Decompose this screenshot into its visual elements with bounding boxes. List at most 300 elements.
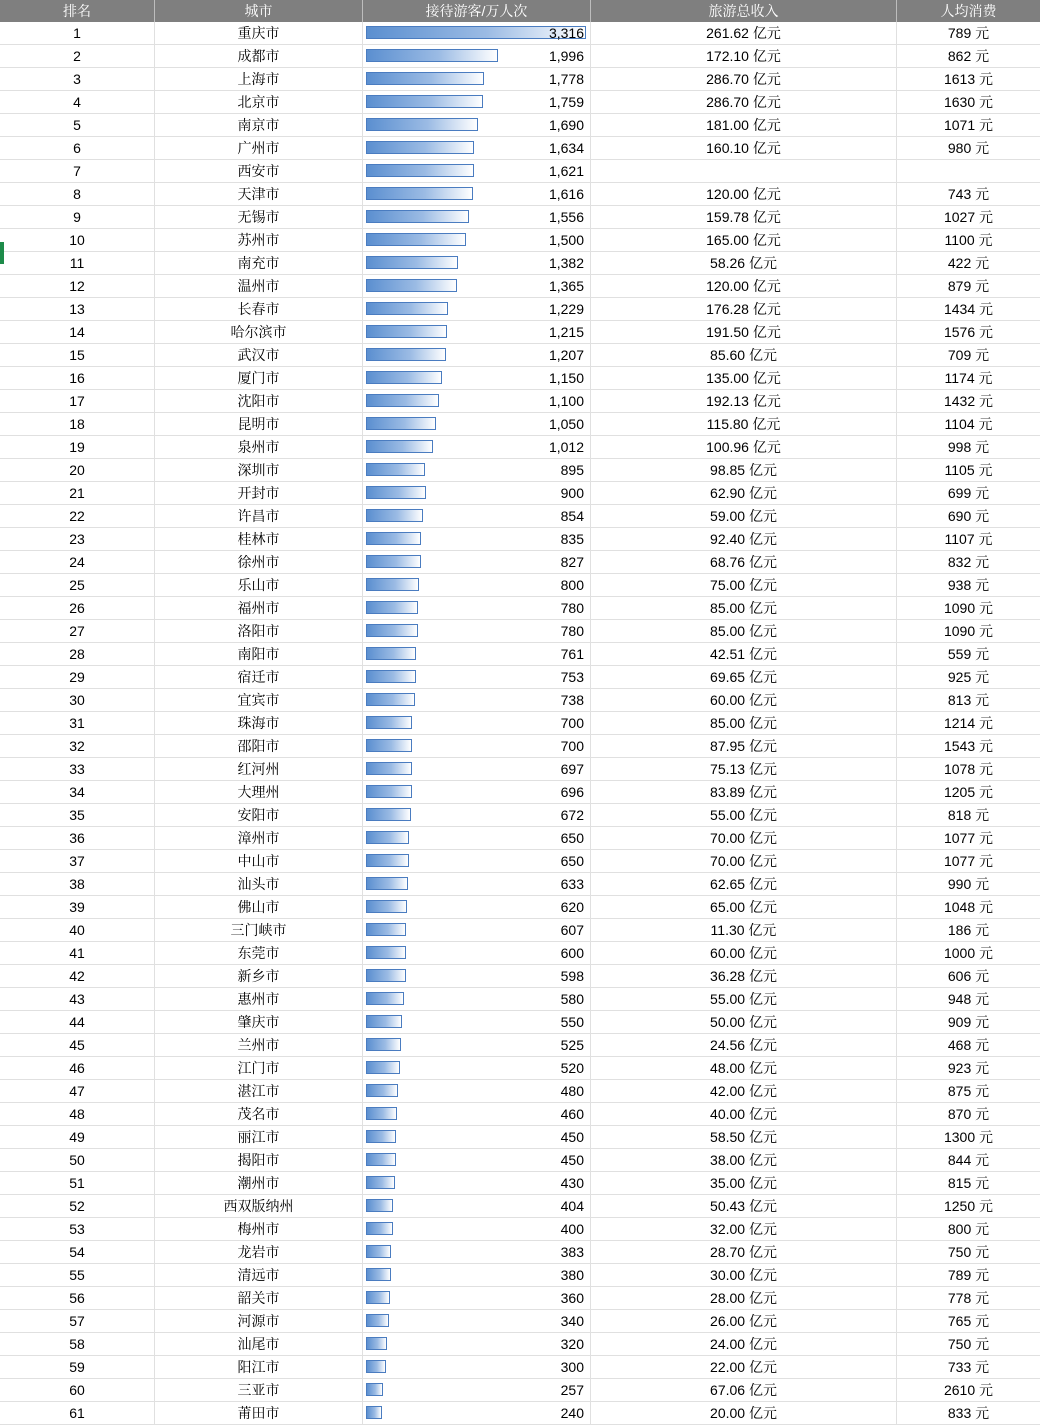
city-cell[interactable]: 哈尔滨市 [155, 321, 363, 343]
rank-cell[interactable]: 37 [0, 850, 155, 872]
city-cell[interactable]: 武汉市 [155, 344, 363, 366]
header-income[interactable]: 旅游总收入 [591, 0, 897, 22]
city-cell[interactable]: 苏州市 [155, 229, 363, 251]
table-row[interactable] [0, 574, 1040, 597]
rank-cell[interactable]: 54 [0, 1241, 155, 1263]
avg-spend-cell[interactable]: 909 元 [947, 1014, 990, 1030]
income-cell[interactable]: 60.00 亿元 [591, 689, 897, 711]
rank-cell[interactable]: 1 [0, 22, 155, 44]
income-cell[interactable]: 83.89 亿元 [591, 781, 897, 803]
visitors-cell[interactable] [363, 1057, 591, 1079]
avg-spend-cell[interactable]: 1000 元 [943, 945, 994, 961]
income-cell[interactable]: 22.00 亿元 [591, 1356, 897, 1378]
rank-cell[interactable]: 8 [0, 183, 155, 205]
table-row[interactable] [0, 22, 1040, 45]
rank-cell[interactable]: 3 [0, 68, 155, 90]
city-cell[interactable]: 厦门市 [155, 367, 363, 389]
table-row[interactable] [0, 1195, 1040, 1218]
city-cell[interactable]: 广州市 [155, 137, 363, 159]
income-cell[interactable]: 38.00 亿元 [591, 1149, 897, 1171]
city-cell[interactable]: 洛阳市 [155, 620, 363, 642]
income-cell[interactable]: 68.76 亿元 [591, 551, 897, 573]
visitors-cell[interactable] [363, 1172, 591, 1194]
city-cell[interactable]: 无锡市 [155, 206, 363, 228]
city-cell[interactable]: 韶关市 [155, 1287, 363, 1309]
city-cell[interactable]: 红河州 [155, 758, 363, 780]
rank-cell[interactable]: 12 [0, 275, 155, 297]
rank-cell[interactable]: 40 [0, 919, 155, 941]
table-row[interactable] [0, 1126, 1040, 1149]
visitors-cell[interactable] [363, 45, 591, 67]
rank-cell[interactable]: 56 [0, 1287, 155, 1309]
avg-spend-cell[interactable]: 998 元 [947, 439, 990, 455]
visitors-cell[interactable] [363, 896, 591, 918]
income-cell[interactable]: 67.06 亿元 [591, 1379, 897, 1401]
rank-cell[interactable]: 23 [0, 528, 155, 550]
income-cell[interactable]: 35.00 亿元 [591, 1172, 897, 1194]
income-cell[interactable]: 24.00 亿元 [591, 1333, 897, 1355]
income-cell[interactable]: 28.70 亿元 [591, 1241, 897, 1263]
table-row[interactable] [0, 1080, 1040, 1103]
income-cell[interactable]: 42.00 亿元 [591, 1080, 897, 1102]
city-cell[interactable]: 长春市 [155, 298, 363, 320]
income-cell[interactable]: 85.00 亿元 [591, 712, 897, 734]
city-cell[interactable]: 三亚市 [155, 1379, 363, 1401]
table-row[interactable] [0, 459, 1040, 482]
rank-cell[interactable]: 53 [0, 1218, 155, 1240]
visitors-cell[interactable] [363, 459, 591, 481]
visitors-cell[interactable] [363, 1080, 591, 1102]
income-cell[interactable]: 50.00 亿元 [591, 1011, 897, 1033]
header-city[interactable]: 城市 [155, 0, 363, 22]
city-cell[interactable]: 三门峡市 [155, 919, 363, 941]
avg-spend-cell[interactable]: 870 元 [947, 1106, 990, 1122]
visitors-cell[interactable] [363, 643, 591, 665]
income-cell[interactable]: 70.00 亿元 [591, 850, 897, 872]
table-row[interactable] [0, 689, 1040, 712]
table-row[interactable] [0, 896, 1040, 919]
visitors-cell[interactable] [363, 206, 591, 228]
table-row[interactable] [0, 1402, 1040, 1425]
table-row[interactable] [0, 344, 1040, 367]
income-cell[interactable]: 55.00 亿元 [591, 988, 897, 1010]
avg-spend-cell[interactable]: 186 元 [947, 922, 990, 938]
city-cell[interactable]: 潮州市 [155, 1172, 363, 1194]
visitors-cell[interactable] [363, 666, 591, 688]
city-cell[interactable]: 深圳市 [155, 459, 363, 481]
avg-spend-cell[interactable]: 990 元 [947, 876, 990, 892]
table-row[interactable] [0, 758, 1040, 781]
rank-cell[interactable]: 9 [0, 206, 155, 228]
rank-cell[interactable]: 55 [0, 1264, 155, 1286]
city-cell[interactable]: 大理州 [155, 781, 363, 803]
table-row[interactable] [0, 873, 1040, 896]
table-row[interactable] [0, 252, 1040, 275]
avg-spend-cell[interactable]: 789 元 [947, 25, 990, 41]
city-cell[interactable]: 邵阳市 [155, 735, 363, 757]
avg-spend-cell[interactable]: 2610 元 [943, 1382, 994, 1398]
rank-cell[interactable]: 4 [0, 91, 155, 113]
avg-spend-cell[interactable]: 778 元 [947, 1290, 990, 1306]
avg-spend-cell[interactable]: 1205 元 [943, 784, 994, 800]
rank-cell[interactable]: 2 [0, 45, 155, 67]
visitors-cell[interactable] [363, 781, 591, 803]
avg-spend-cell[interactable]: 815 元 [947, 1175, 990, 1191]
city-cell[interactable]: 肇庆市 [155, 1011, 363, 1033]
avg-spend-cell[interactable]: 699 元 [947, 485, 990, 501]
table-row[interactable] [0, 1034, 1040, 1057]
income-cell[interactable]: 92.40 亿元 [591, 528, 897, 550]
rank-cell[interactable]: 61 [0, 1402, 155, 1424]
table-row[interactable] [0, 620, 1040, 643]
avg-spend-cell[interactable]: 606 元 [947, 968, 990, 984]
city-cell[interactable]: 莆田市 [155, 1402, 363, 1424]
table-row[interactable] [0, 942, 1040, 965]
city-cell[interactable]: 清远市 [155, 1264, 363, 1286]
city-cell[interactable]: 南阳市 [155, 643, 363, 665]
city-cell[interactable]: 昆明市 [155, 413, 363, 435]
income-cell[interactable]: 261.62 亿元 [591, 22, 897, 44]
income-cell[interactable]: 135.00 亿元 [591, 367, 897, 389]
city-cell[interactable]: 重庆市 [155, 22, 363, 44]
city-cell[interactable]: 东莞市 [155, 942, 363, 964]
visitors-cell[interactable] [363, 367, 591, 389]
city-cell[interactable]: 徐州市 [155, 551, 363, 573]
income-cell[interactable]: 50.43 亿元 [591, 1195, 897, 1217]
rank-cell[interactable]: 46 [0, 1057, 155, 1079]
avg-spend-cell[interactable]: 980 元 [947, 140, 990, 156]
avg-spend-cell[interactable]: 1107 元 [944, 531, 993, 547]
city-cell[interactable]: 漳州市 [155, 827, 363, 849]
city-cell[interactable]: 佛山市 [155, 896, 363, 918]
income-cell[interactable]: 192.13 亿元 [591, 390, 897, 412]
visitors-cell[interactable] [363, 275, 591, 297]
income-cell[interactable]: 59.00 亿元 [591, 505, 897, 527]
city-cell[interactable]: 福州市 [155, 597, 363, 619]
table-row[interactable] [0, 781, 1040, 804]
rank-cell[interactable]: 33 [0, 758, 155, 780]
visitors-cell[interactable] [363, 91, 591, 113]
visitors-cell[interactable] [363, 137, 591, 159]
city-cell[interactable]: 梅州市 [155, 1218, 363, 1240]
visitors-cell[interactable] [363, 804, 591, 826]
visitors-cell[interactable] [363, 114, 591, 136]
rank-cell[interactable]: 38 [0, 873, 155, 895]
rank-cell[interactable]: 42 [0, 965, 155, 987]
table-row[interactable] [0, 367, 1040, 390]
income-cell[interactable]: 30.00 亿元 [591, 1264, 897, 1286]
city-cell[interactable]: 龙岩市 [155, 1241, 363, 1263]
avg-spend-cell[interactable]: 1077 元 [943, 830, 994, 846]
visitors-cell[interactable] [363, 1402, 591, 1424]
income-cell[interactable]: 11.30 亿元 [591, 919, 897, 941]
income-cell[interactable]: 286.70 亿元 [591, 91, 897, 113]
city-cell[interactable]: 成都市 [155, 45, 363, 67]
avg-spend-cell[interactable]: 1048 元 [943, 899, 994, 915]
visitors-cell[interactable] [363, 1195, 591, 1217]
rank-cell[interactable]: 27 [0, 620, 155, 642]
visitors-cell[interactable] [363, 873, 591, 895]
visitors-cell[interactable] [363, 1287, 591, 1309]
visitors-cell[interactable] [363, 505, 591, 527]
table-row[interactable] [0, 1172, 1040, 1195]
city-cell[interactable]: 沈阳市 [155, 390, 363, 412]
income-cell[interactable]: 36.28 亿元 [591, 965, 897, 987]
table-row[interactable] [0, 275, 1040, 298]
income-cell[interactable]: 85.00 亿元 [591, 620, 897, 642]
avg-spend-cell[interactable]: 1630 元 [943, 94, 994, 110]
city-cell[interactable]: 阳江市 [155, 1356, 363, 1378]
income-cell[interactable]: 172.10 亿元 [591, 45, 897, 67]
income-cell[interactable]: 85.00 亿元 [591, 597, 897, 619]
header-visitors[interactable]: 接待游客/万人次 [363, 0, 591, 22]
avg-spend-cell[interactable]: 1071 元 [943, 117, 994, 133]
city-cell[interactable]: 新乡市 [155, 965, 363, 987]
avg-spend-cell[interactable]: 833 元 [947, 1405, 990, 1421]
income-cell[interactable]: 191.50 亿元 [591, 321, 897, 343]
rank-cell[interactable]: 5 [0, 114, 155, 136]
avg-spend-cell[interactable]: 1613 元 [943, 71, 994, 87]
table-row[interactable] [0, 160, 1040, 183]
avg-spend-cell[interactable]: 422 元 [947, 255, 990, 271]
visitors-cell[interactable] [363, 252, 591, 274]
avg-spend-cell[interactable]: 1078 元 [943, 761, 994, 777]
table-row[interactable] [0, 1379, 1040, 1402]
avg-spend-cell[interactable]: 1090 元 [943, 600, 994, 616]
rank-cell[interactable]: 57 [0, 1310, 155, 1332]
rank-cell[interactable]: 48 [0, 1103, 155, 1125]
rank-cell[interactable]: 22 [0, 505, 155, 527]
income-cell[interactable]: 85.60 亿元 [591, 344, 897, 366]
avg-spend-cell[interactable]: 1105 元 [944, 462, 993, 478]
table-row[interactable] [0, 321, 1040, 344]
rank-cell[interactable]: 59 [0, 1356, 155, 1378]
avg-spend-cell[interactable]: 765 元 [947, 1313, 990, 1329]
income-cell[interactable]: 181.00 亿元 [591, 114, 897, 136]
avg-spend-cell[interactable]: 879 元 [947, 278, 990, 294]
city-cell[interactable]: 西双版纳州 [155, 1195, 363, 1217]
table-row[interactable] [0, 390, 1040, 413]
avg-spend-cell[interactable]: 1300 元 [943, 1129, 994, 1145]
city-cell[interactable]: 揭阳市 [155, 1149, 363, 1171]
income-cell[interactable]: 62.90 亿元 [591, 482, 897, 504]
avg-spend-cell[interactable]: 925 元 [947, 669, 990, 685]
rank-cell[interactable]: 52 [0, 1195, 155, 1217]
visitors-cell[interactable] [363, 1264, 591, 1286]
table-row[interactable] [0, 1287, 1040, 1310]
visitors-cell[interactable] [363, 1034, 591, 1056]
visitors-cell[interactable] [363, 758, 591, 780]
rank-cell[interactable]: 36 [0, 827, 155, 849]
avg-spend-cell[interactable]: 948 元 [947, 991, 990, 1007]
rank-cell[interactable]: 60 [0, 1379, 155, 1401]
avg-spend-cell[interactable]: 818 元 [947, 807, 990, 823]
avg-spend-cell[interactable]: 862 元 [947, 48, 990, 64]
avg-spend-cell[interactable]: 1543 元 [943, 738, 994, 754]
table-row[interactable] [0, 666, 1040, 689]
avg-spend-cell[interactable]: 559 元 [947, 646, 990, 662]
visitors-cell[interactable] [363, 68, 591, 90]
rank-cell[interactable]: 44 [0, 1011, 155, 1033]
income-cell[interactable]: 58.50 亿元 [591, 1126, 897, 1148]
table-row[interactable] [0, 1057, 1040, 1080]
table-row[interactable] [0, 91, 1040, 114]
income-cell[interactable]: 24.56 亿元 [591, 1034, 897, 1056]
city-cell[interactable]: 湛江市 [155, 1080, 363, 1102]
avg-spend-cell[interactable]: 1432 元 [943, 393, 994, 409]
income-cell[interactable]: 58.26 亿元 [591, 252, 897, 274]
table-row[interactable] [0, 68, 1040, 91]
visitors-cell[interactable] [363, 988, 591, 1010]
avg-spend-cell[interactable]: 709 元 [947, 347, 990, 363]
income-cell[interactable]: 28.00 亿元 [591, 1287, 897, 1309]
city-cell[interactable]: 安阳市 [155, 804, 363, 826]
visitors-cell[interactable] [363, 1103, 591, 1125]
visitors-cell[interactable] [363, 344, 591, 366]
visitors-cell[interactable] [363, 1310, 591, 1332]
city-cell[interactable]: 桂林市 [155, 528, 363, 550]
table-row[interactable] [0, 1103, 1040, 1126]
rank-cell[interactable]: 17 [0, 390, 155, 412]
visitors-cell[interactable] [363, 160, 591, 182]
income-cell[interactable]: 100.96 亿元 [591, 436, 897, 458]
income-cell[interactable]: 32.00 亿元 [591, 1218, 897, 1240]
income-cell[interactable]: 120.00 亿元 [591, 183, 897, 205]
city-cell[interactable]: 兰州市 [155, 1034, 363, 1056]
table-row[interactable] [0, 413, 1040, 436]
visitors-cell[interactable] [363, 574, 591, 596]
table-row[interactable] [0, 827, 1040, 850]
rank-cell[interactable]: 26 [0, 597, 155, 619]
rank-cell[interactable]: 11 [0, 252, 155, 274]
table-row[interactable] [0, 505, 1040, 528]
visitors-cell[interactable] [363, 1241, 591, 1263]
visitors-cell[interactable] [363, 1011, 591, 1033]
income-cell[interactable]: 75.13 亿元 [591, 758, 897, 780]
avg-spend-cell[interactable]: 733 元 [947, 1359, 990, 1375]
income-cell[interactable]: 115.80 亿元 [591, 413, 897, 435]
city-cell[interactable]: 珠海市 [155, 712, 363, 734]
header-rank[interactable]: 排名 [0, 0, 155, 22]
visitors-cell[interactable] [363, 689, 591, 711]
rank-cell[interactable]: 41 [0, 942, 155, 964]
avg-spend-cell[interactable] [897, 160, 1040, 182]
avg-spend-cell[interactable]: 1434 元 [943, 301, 994, 317]
avg-spend-cell[interactable]: 923 元 [947, 1060, 990, 1076]
rank-cell[interactable]: 34 [0, 781, 155, 803]
income-cell[interactable]: 20.00 亿元 [591, 1402, 897, 1424]
visitors-cell[interactable] [363, 22, 591, 44]
table-row[interactable] [0, 919, 1040, 942]
rank-cell[interactable]: 24 [0, 551, 155, 573]
table-row[interactable] [0, 1310, 1040, 1333]
rank-cell[interactable]: 25 [0, 574, 155, 596]
income-cell[interactable]: 26.00 亿元 [591, 1310, 897, 1332]
avg-spend-cell[interactable]: 832 元 [947, 554, 990, 570]
city-cell[interactable]: 宿迁市 [155, 666, 363, 688]
rank-cell[interactable]: 35 [0, 804, 155, 826]
visitors-cell[interactable] [363, 620, 591, 642]
table-row[interactable] [0, 1011, 1040, 1034]
visitors-cell[interactable] [363, 298, 591, 320]
visitors-cell[interactable] [363, 850, 591, 872]
avg-spend-cell[interactable]: 789 元 [947, 1267, 990, 1283]
avg-spend-cell[interactable]: 750 元 [947, 1336, 990, 1352]
avg-spend-cell[interactable]: 468 元 [947, 1037, 990, 1053]
city-cell[interactable]: 南京市 [155, 114, 363, 136]
rank-cell[interactable]: 21 [0, 482, 155, 504]
city-cell[interactable]: 中山市 [155, 850, 363, 872]
income-cell[interactable]: 62.65 亿元 [591, 873, 897, 895]
table-row[interactable] [0, 850, 1040, 873]
visitors-cell[interactable] [363, 1149, 591, 1171]
avg-spend-cell[interactable]: 1100 元 [944, 232, 993, 248]
table-row[interactable] [0, 482, 1040, 505]
income-cell[interactable]: 98.85 亿元 [591, 459, 897, 481]
visitors-cell[interactable] [363, 413, 591, 435]
visitors-cell[interactable] [363, 827, 591, 849]
rank-cell[interactable]: 18 [0, 413, 155, 435]
header-avg-spend[interactable]: 人均消费 [940, 3, 997, 19]
rank-cell[interactable]: 50 [0, 1149, 155, 1171]
visitors-cell[interactable] [363, 965, 591, 987]
rank-cell[interactable]: 10 [0, 229, 155, 251]
table-row[interactable] [0, 988, 1040, 1011]
rank-cell[interactable]: 31 [0, 712, 155, 734]
avg-spend-cell[interactable]: 800 元 [947, 1221, 990, 1237]
avg-spend-cell[interactable]: 1090 元 [943, 623, 994, 639]
avg-spend-cell[interactable]: 1077 元 [943, 853, 994, 869]
visitors-cell[interactable] [363, 1356, 591, 1378]
city-cell[interactable]: 南充市 [155, 252, 363, 274]
rank-cell[interactable]: 51 [0, 1172, 155, 1194]
table-row[interactable] [0, 597, 1040, 620]
avg-spend-cell[interactable]: 743 元 [947, 186, 990, 202]
visitors-cell[interactable] [363, 1379, 591, 1401]
table-row[interactable] [0, 229, 1040, 252]
table-row[interactable] [0, 1218, 1040, 1241]
city-cell[interactable]: 乐山市 [155, 574, 363, 596]
visitors-cell[interactable] [363, 551, 591, 573]
visitors-cell[interactable] [363, 735, 591, 757]
avg-spend-cell[interactable]: 1174 元 [944, 370, 993, 386]
table-row[interactable] [0, 712, 1040, 735]
avg-spend-cell[interactable]: 844 元 [947, 1152, 990, 1168]
city-cell[interactable]: 温州市 [155, 275, 363, 297]
table-row[interactable] [0, 1241, 1040, 1264]
table-row[interactable] [0, 206, 1040, 229]
income-cell[interactable]: 65.00 亿元 [591, 896, 897, 918]
city-cell[interactable]: 茂名市 [155, 1103, 363, 1125]
avg-spend-cell[interactable]: 1104 元 [944, 416, 993, 432]
income-cell[interactable] [591, 160, 897, 182]
table-row[interactable] [0, 1333, 1040, 1356]
avg-spend-cell[interactable]: 1214 元 [943, 715, 994, 731]
table-row[interactable] [0, 114, 1040, 137]
income-cell[interactable]: 40.00 亿元 [591, 1103, 897, 1125]
income-cell[interactable]: 165.00 亿元 [591, 229, 897, 251]
table-row[interactable] [0, 436, 1040, 459]
rank-cell[interactable]: 47 [0, 1080, 155, 1102]
table-row[interactable] [0, 965, 1040, 988]
income-cell[interactable]: 48.00 亿元 [591, 1057, 897, 1079]
income-cell[interactable]: 55.00 亿元 [591, 804, 897, 826]
rank-cell[interactable]: 7 [0, 160, 155, 182]
avg-spend-cell[interactable]: 875 元 [947, 1083, 990, 1099]
visitors-cell[interactable] [363, 183, 591, 205]
table-row[interactable] [0, 298, 1040, 321]
avg-spend-cell[interactable]: 1576 元 [943, 324, 994, 340]
